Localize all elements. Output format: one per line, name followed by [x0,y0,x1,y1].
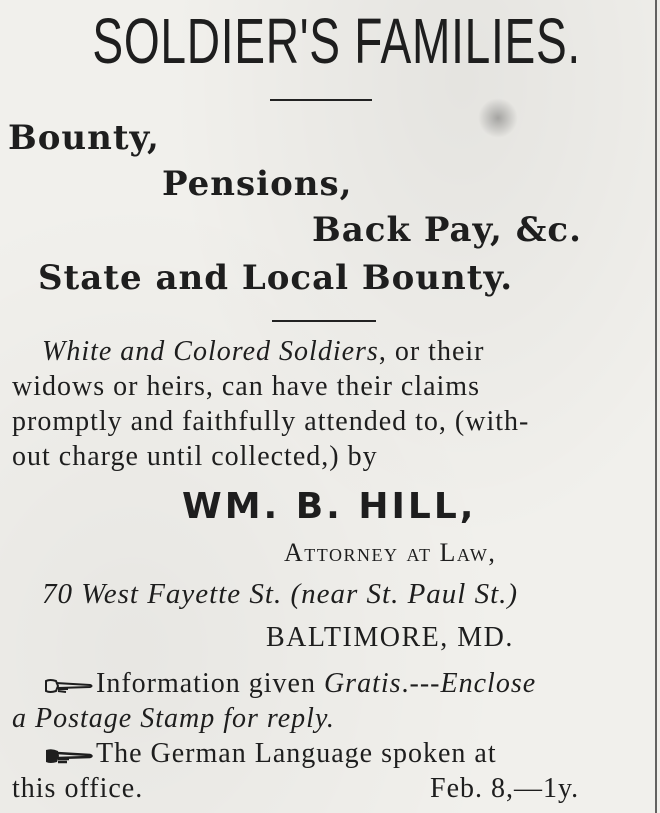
pointing-hand-icon [44,747,94,765]
info-dash: .--- [401,668,441,699]
body-line: widows or heirs, can have their claims [12,371,480,402]
claim-state-local-bounty: State and Local Bounty. [38,258,514,298]
body-italic-text: White and Colored Soldiers [42,336,379,367]
german-notice [44,738,497,770]
body-line [42,336,484,368]
attorney-name: WM. B. HILL, [182,486,477,527]
body-line: out charge until collected,) by [12,441,378,472]
attorney-address: 70 West Fayette St. (near St. Paul St.) [42,578,519,610]
info-text: Information given [96,668,324,699]
body-text: , or their [378,336,485,367]
attorney-city: BALTIMORE, MD. [266,622,514,653]
info-notice [44,668,536,700]
body-line: promptly and faithfully attended to, (with- [12,406,530,437]
info-gratis: Gratis [323,668,402,699]
column-rule [655,0,657,813]
publication-date: Feb. 8,—1y. [430,773,580,804]
ink-blot [478,98,518,138]
claim-back-pay: Back Pay, &c. [312,210,582,250]
attorney-title: Attorney at Law, [284,538,497,567]
headline: SOLDIER'S FAMILIES. [92,5,581,77]
pointing-hand-icon [44,677,94,695]
german-text: The German Language spoken at [96,738,497,769]
german-notice-line-2: this office. [12,773,144,804]
claim-pensions: Pensions, [162,164,353,204]
divider-rule [270,99,372,101]
info-enclose: Enclose [440,668,537,699]
info-notice-line-2: a Postage Stamp for reply. [12,703,335,734]
divider-rule [272,320,376,322]
claim-bounty: Bounty, [8,118,160,158]
